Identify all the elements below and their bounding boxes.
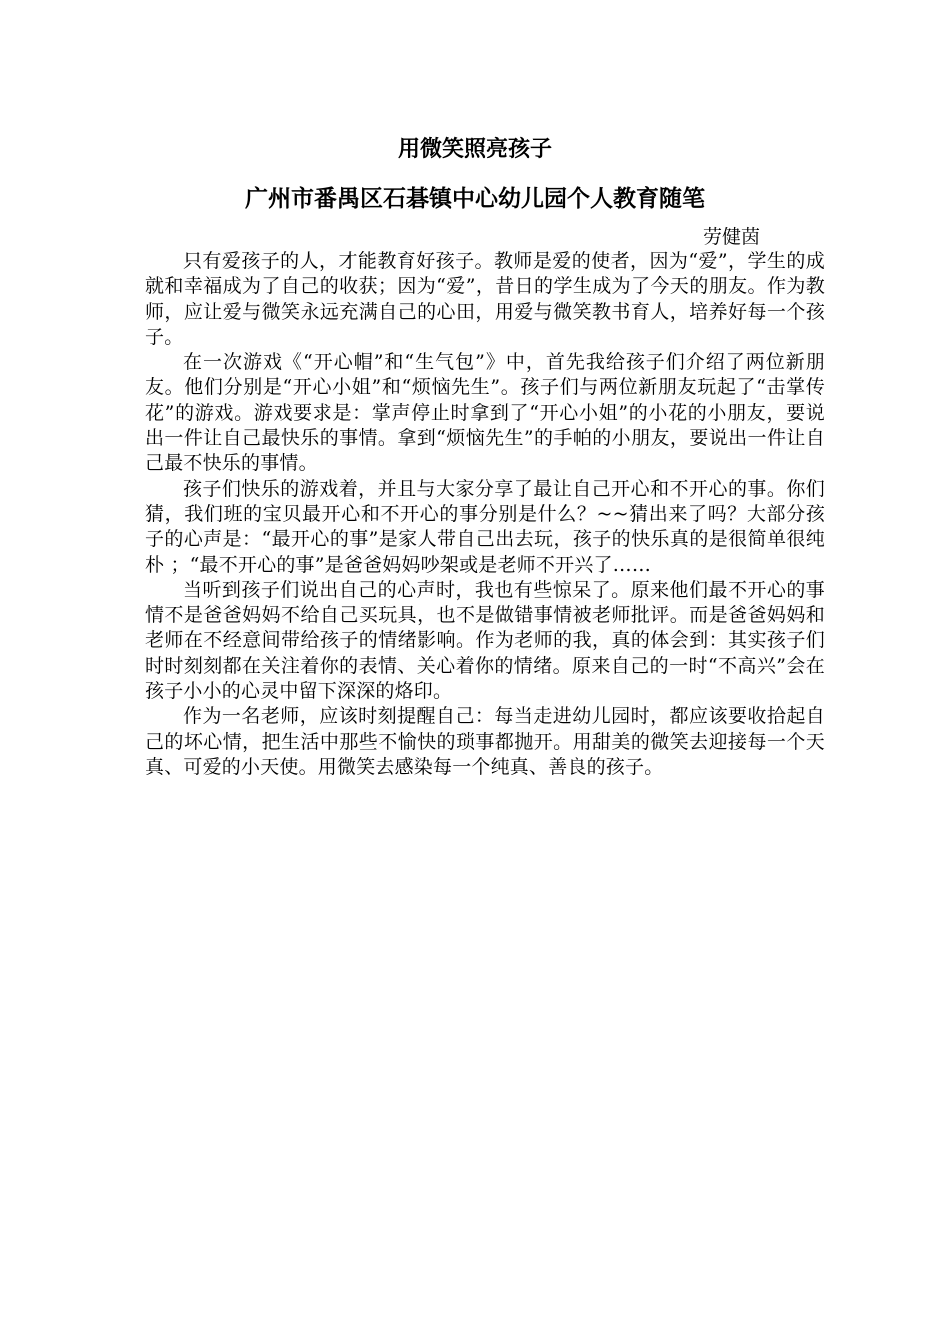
author-name: 劳健茵 bbox=[703, 226, 761, 248]
article-body bbox=[145, 249, 825, 780]
paragraph-1: 只有爱孩子的人，才能教育好孩子。教师是爱的使者，因为“爱”，学生的成就和幸福成为了自己的收获；因为“爱”，昔日的学生成为了今天的朋友。作为教师，应让爱与微笑永远充满自己的心田，用爱与微笑教书育人，培养好每一个孩子。 bbox=[145, 250, 825, 348]
paragraph-3: 孩子们快乐的游戏着，并且与大家分享了最让自己开心和不开心的事。你们猜，我们班的宝贝最开心和不开心的事分别是什么？~~猜出来了吗？大部分孩子的心声是：“最开心的事”是家人带自己出去玩，孩子的快乐真的是很简单很纯朴 ；“最不开心的事”是爸爸妈妈吵架或是老师不开兴了…… bbox=[145, 477, 825, 576]
paragraph-2: 在一次游戏《“开心帽”和“生气包”》中，首先我给孩子们介绍了两位新朋友。他们分别是“开心小姐”和“烦恼先生”。孩子们与两位新朋友玩起了“击掌传花”的游戏。游戏要求是：掌声停止时拿到了“开心小姐”的小花的小朋友，要说出一件让自己最快乐的事情。拿到“烦恼先生”的手帕的小朋友，要说出一件让自己最不快乐的事情。 bbox=[145, 351, 825, 475]
paragraph-4: 当听到孩子们说出自己的心声时，我也有些惊呆了。原来他们最不开心的事情不是爸爸妈妈不给自己买玩具，也不是做错事情被老师批评。而是爸爸妈妈和老师在不经意间带给孩子的情绪影响。作为老师的我，真的体会到：其实孩子们时时刻刻都在关注着你的表情、关心着你的情绪。原来自己的一时“不高兴”会在孩子小小的心灵中留下深深的烙印。 bbox=[145, 578, 825, 703]
page-subtitle: 广州市番禺区石碁镇中心幼儿园个人教育随笔 bbox=[245, 185, 705, 212]
paragraph-5: 作为一名老师，应该时刻提醒自己：每当走进幼儿园时，都应该要收拾起自己的坏心情，把生活中那些不愉快的琐事都抛开。用甜美的微笑去迎接每一个天真、可爱的小天使。用微笑去感染每一个纯真、善良的孩子。 bbox=[145, 705, 825, 778]
page-title: 用微笑照亮孩子 bbox=[397, 136, 552, 162]
